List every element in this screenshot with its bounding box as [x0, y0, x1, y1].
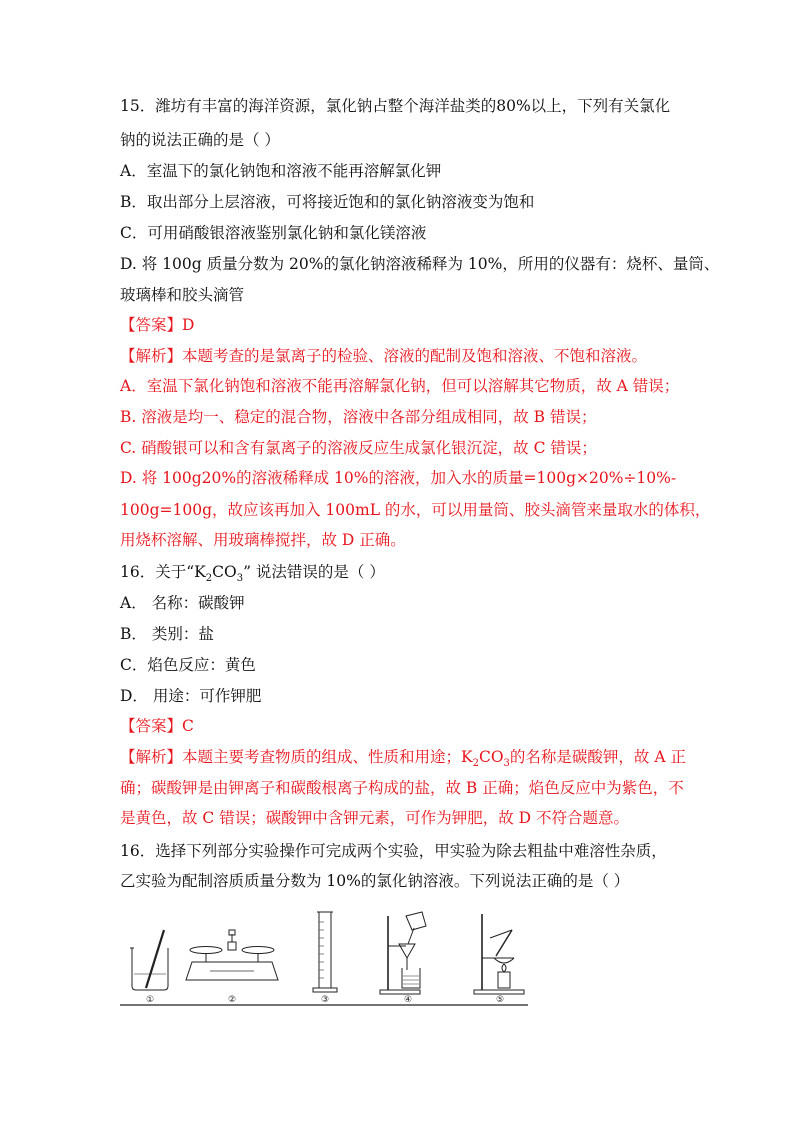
filtration-setup-icon [380, 912, 426, 994]
balance-icon [186, 930, 278, 980]
beaker-with-rod-icon [130, 930, 168, 990]
q15-analysis-line: C. 硝酸银可以和含有氯离子的溶液反应生成氯化银沉淀，故 C 错误； [120, 439, 597, 457]
figure-label: ⑤ [496, 995, 505, 1005]
q16a-analysis-line2: 确；碳酸钾是由钾离子和碳酸根离子构成的盐，故 B 正确；焰色反应中为紫色，不 [120, 779, 684, 797]
figure-label: ③ [321, 995, 330, 1005]
q16a-analysis-line1: 【解析】本题主要考查物质的组成、性质和用途；$K_2CO_3$的名称是碳酸钾，故 A 正 [120, 748, 686, 770]
q15-analysis-line: B. 溶液是均一、稳定的混合物，溶液中各部分组成相同，故 B 错误； [120, 408, 597, 426]
q16b-stem-line2: 乙实验为配制溶质质量分数为 10%的氯化钠溶液。下列说法正确的是（ ） [120, 872, 630, 890]
q15-analysis-line: 【解析】本题考查的是氯离子的检验、溶液的配制及饱和溶液、不饱和溶液。 [120, 347, 648, 365]
q16b-stem-line1: 16．选择下列部分实验操作可完成两个实验，甲实验为除去粗盐中难溶性杂质， [120, 842, 667, 860]
graduated-cylinder-icon [313, 912, 337, 992]
evaporation-setup-icon [474, 914, 524, 994]
q16a-option-d: D． 用途：可作钾肥 [120, 687, 262, 705]
q16a-option-a: A． 名称：碳酸钾 [120, 594, 245, 612]
q15-option-b: B．取出部分上层溶液，可将接近饱和的氯化钠溶液变为饱和 [120, 193, 535, 211]
q15-analysis-line: D. 将 100g20%的溶液稀释成 10%的溶液，加入水的质量=100g×20%÷10%- [120, 469, 677, 487]
q16a-analysis-line3: 是黄色，故 C 错误；碳酸钾中含钾元素，可作为钾肥，故 D 不符合题意。 [120, 809, 629, 827]
q15-stem-line2: 钠的说法正确的是（ ） [120, 131, 280, 149]
q15-analysis-line: 100g=100g，故应该再加入 100mL 的水，可以用量筒、胶头滴管来量取水的体积， [120, 501, 711, 519]
q15-option-d-line2: 玻璃棒和胶头滴管 [120, 286, 245, 304]
q15-answer: 【答案】D [120, 316, 195, 334]
q15-option-d-line1: D. 将 100g 质量分数为 20%的氯化钠溶液稀释为 10%，所用的仪器有：烧杯、量筒、 [120, 255, 720, 273]
figure-label: ② [228, 995, 237, 1005]
figure-label: ④ [404, 995, 413, 1005]
q16a-option-b: B． 类别：盐 [120, 625, 214, 643]
apparatus-figure [118, 908, 530, 1008]
q15-option-c: C．可用硝酸银溶液鉴别氯化钠和氯化镁溶液 [120, 224, 427, 242]
q16a-answer: 【答案】C [120, 717, 194, 735]
q15-option-a: A．室温下的氯化钠饱和溶液不能再溶解氯化钾 [120, 162, 442, 180]
q15-analysis-line: A．室温下氯化钠饱和溶液不能再溶解氯化钠，但可以溶解其它物质，故 A 错误； [120, 377, 680, 395]
q15-analysis-line: 用烧杯溶解、用玻璃棒搅拌，故 D 正确。 [120, 531, 406, 549]
q16a-stem: 16．关于“$K_2CO_3$” 说法错误的是（ ） [120, 563, 385, 585]
q15-stem-line1: 15．潍坊有丰富的海洋资源，氯化钠占整个海洋盐类的80%以上，下列有关氯化 [120, 97, 671, 115]
figure-label: ① [146, 995, 155, 1005]
q16a-option-c: C．焰色反应：黄色 [120, 656, 256, 674]
